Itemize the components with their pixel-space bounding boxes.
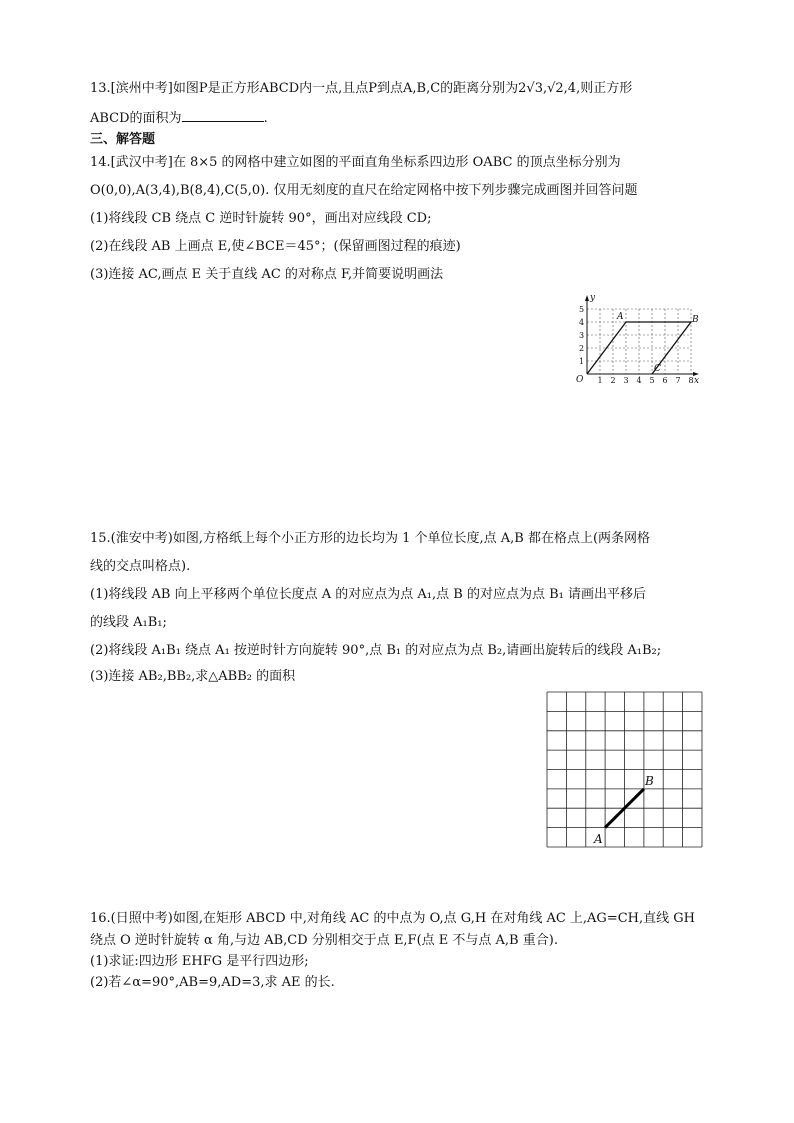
q14-line-4: (2)在线段 AB 上画点 E,使∠BCE＝45°；(保留画图过程的痕迹) (90, 239, 461, 254)
x-tick-3: 3 (623, 376, 629, 385)
q14-line-5: (3)连接 AC,画点 E 关于直线 AC 的对称点 F,并简要说明画法 (90, 267, 444, 282)
x-axis-label: x (694, 376, 700, 386)
x-tick-8: 8 (688, 376, 694, 385)
q16-line-1: 16.(日照中考)如图,在矩形 ABCD 中,对角线 AC 的中点为 O,点 G,H 在对角线 AC 上,AG=CH,直线 GH (90, 911, 695, 926)
y-tick-4: 4 (579, 318, 585, 327)
y-tick-2: 2 (579, 344, 585, 353)
x-tick-6: 6 (662, 376, 668, 385)
y-tick-1: 1 (579, 357, 585, 366)
q15-line-4: 的线段 A₁B₁; (90, 615, 167, 630)
q16-line-4: (2)若∠α=90°,AB=9,AD=3,求 AE 的长. (90, 975, 335, 990)
q14-line-3: (1)将线段 CB 绕点 C 逆时针旋转 90°，画出对应线段 CD; (90, 211, 432, 226)
section-heading: 三、解答题 (90, 132, 156, 147)
q16-line-3: (1)求证:四边形 EHFG 是平行四边形; (90, 954, 309, 969)
y-tick-3: 3 (579, 331, 585, 340)
answer-blank (182, 108, 264, 122)
q16-line-2: 绕点 O 逆时针旋转 α 角,与边 AB,CD 分别相交于点 E,F(点 E 不与点 A,B 重合). (90, 933, 558, 948)
x-tick-2: 2 (610, 376, 616, 385)
grid-lines (587, 309, 691, 374)
q15-line-6: (3)连接 AB₂,BB₂,求△ABB₂ 的面积 (90, 669, 296, 684)
q13-line-2: ABCD的面积为 . (90, 108, 268, 128)
q14-line-1: 14.[武汉中考]在 8×5 的网格中建立如图的平面直角坐标系四边形 OABC 的顶点坐标分别为 (90, 155, 621, 170)
x-tick-4: 4 (636, 376, 642, 385)
y-tick-5: 5 (579, 305, 585, 314)
q14-coordinate-figure (572, 292, 702, 387)
x-tick-1: 1 (597, 376, 603, 385)
x-tick-7: 7 (675, 376, 681, 385)
q15-line-3: (1)将线段 AB 向上平移两个单位长度点 A 的对应点为点 A₁,点 B 的对应点为点 B₁ 请画出平移后 (90, 587, 646, 602)
q15-line-2: 线的交点叫格点). (90, 559, 191, 574)
y-axis-label: y (590, 293, 596, 303)
q15-line-5: (2)将线段 A₁B₁ 绕点 A₁ 按逆时针方向旋转 90°,点 B₁ 的对应点为点 B₂,请画出旋转后的线段 A₁B₂; (90, 643, 662, 658)
origin-label: O (576, 375, 584, 385)
point-b-label: B (692, 315, 699, 325)
square-grid (547, 692, 702, 847)
q13-line-1: 13.[滨州中考]如图P是正方形ABCD内一点,且点P到点A,B,C的距离分别为2√3,√2,4,则正方形 (90, 81, 633, 96)
point-c-label: C (654, 364, 661, 374)
q14-line-2: O(0,0),A(3,4),B(8,4),C(5,0). 仅用无刻度的直尺在给定网格中按下列步骤完成画图并回答问题 (90, 183, 638, 198)
q13-line-2-text: ABCD的面积为 (90, 111, 182, 126)
point-a-label: A (594, 832, 603, 846)
x-tick-5: 5 (649, 376, 655, 385)
point-b-label: B (645, 774, 654, 788)
q15-grid-figure (545, 690, 705, 852)
point-a-label: A (617, 312, 624, 322)
q15-line-1: 15.(淮安中考)如图,方格纸上每个小正方形的边长均为 1 个单位长度,点 A,B 都在格点上(两条网格 (90, 531, 651, 546)
